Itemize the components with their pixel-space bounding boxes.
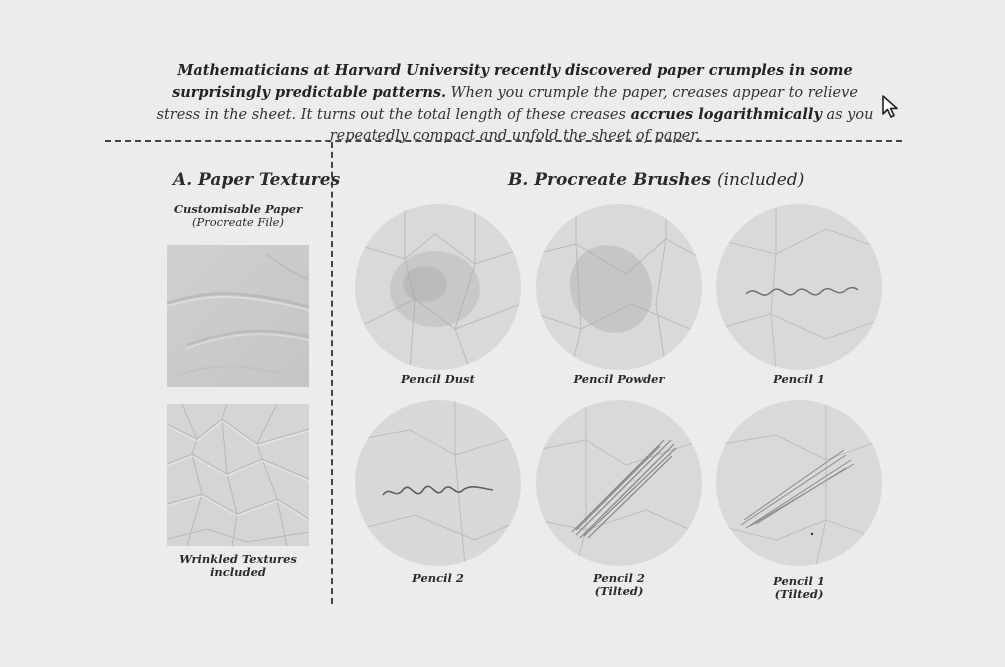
customisable-paper-label: Customisable Paper [173, 202, 303, 216]
brush-name: Pencil 1 [773, 574, 825, 588]
brush-name: Pencil 2 [593, 571, 645, 585]
brush-label-pencil-dust [355, 373, 521, 386]
brush-label-pencil-1-tilted [716, 575, 882, 601]
brush-preview-pencil-1-tilted [716, 400, 882, 566]
vertical-divider [331, 142, 333, 604]
brush-sub: (Tilted) [594, 584, 644, 598]
section-b-title-sub: (included) [716, 170, 805, 190]
wrinkled-paper-swatch [167, 404, 309, 546]
brush-preview-pencil-1 [716, 204, 882, 370]
brush-preview-pencil-2-tilted [536, 400, 702, 566]
brush-name: Pencil 2 [412, 571, 464, 585]
brush-preview-pencil-dust [355, 204, 521, 370]
brush-sub: (Tilted) [774, 587, 824, 601]
brush-label-pencil-1 [716, 373, 882, 386]
customisable-paper-sub: (Procreate File) [192, 215, 284, 229]
intro-bold-1: Mathematicians at Harvard University recently discovered paper crumples in some surprisingly predictable patterns. [172, 62, 853, 101]
brush-label-pencil-2-tilted [536, 572, 702, 598]
customisable-paper-swatch [167, 245, 309, 387]
brush-name: Pencil 1 [773, 372, 825, 386]
section-b-title [508, 170, 804, 190]
brush-name: Pencil Dust [401, 372, 475, 386]
brush-label-pencil-2 [355, 572, 521, 585]
customisable-paper-caption [160, 203, 316, 229]
section-b-title-main: B. Procreate Brushes [508, 170, 712, 190]
intro-text-2: as you repeatedly compact and unfold the sheet of paper. [329, 107, 874, 144]
mouse-pointer-icon [880, 94, 902, 120]
intro-bold-2: accrues logarithmically [630, 106, 822, 123]
brush-name: Pencil Powder [573, 372, 665, 386]
section-a-title: A. Paper Textures [173, 170, 341, 190]
wrinkled-textures-caption: Wrinkled Textures included [179, 552, 297, 579]
brush-preview-pencil-2 [355, 400, 521, 566]
brush-label-pencil-powder [536, 373, 702, 386]
intro-text-1: When you crumple the paper, creases appear to relieve stress in the sheet. It turns out the total length of these creases [156, 85, 858, 123]
brush-preview-pencil-powder [536, 204, 702, 370]
horizontal-divider [105, 140, 902, 142]
intro-paragraph [150, 60, 880, 147]
